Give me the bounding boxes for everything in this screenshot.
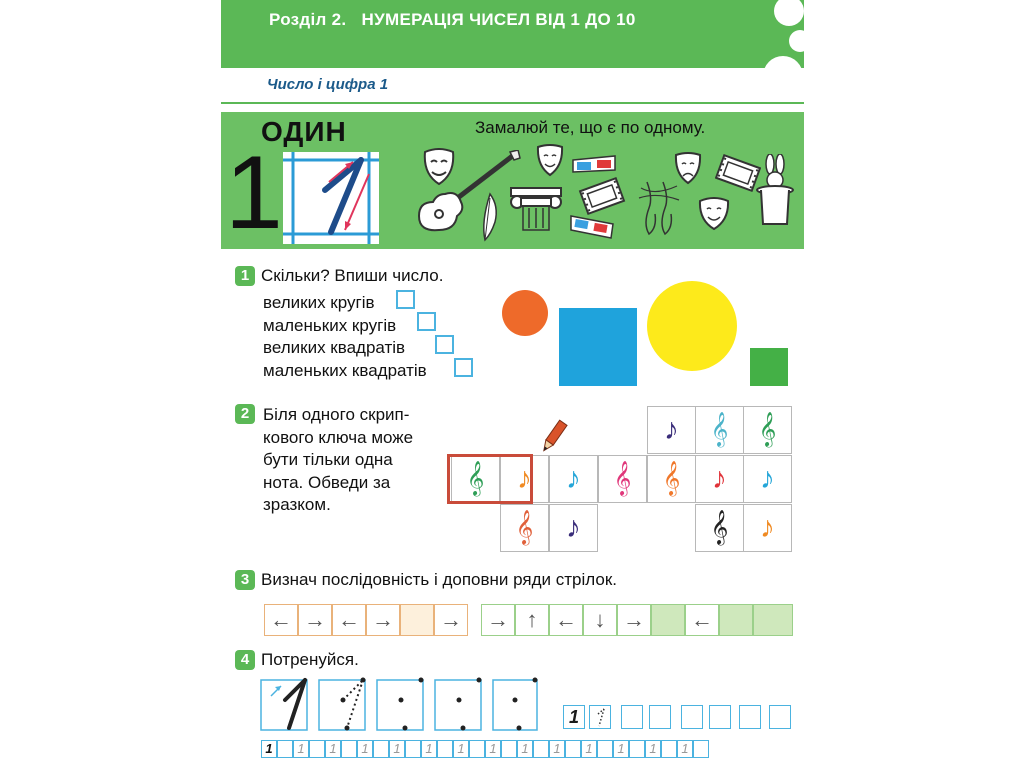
eighth-note-cell[interactable]: ♪ <box>647 406 696 454</box>
guitar-icon <box>415 150 521 234</box>
task-number-badge: 2 <box>235 404 255 424</box>
film-strip-icon <box>577 174 627 218</box>
subtitle-divider <box>221 102 804 104</box>
copybook-cell[interactable] <box>309 740 325 758</box>
copybook-cell[interactable] <box>629 740 645 758</box>
task1-line: маленьких квадратів <box>263 360 427 380</box>
header-bubble <box>774 0 804 26</box>
copybook-cell[interactable] <box>341 740 357 758</box>
task4-heading <box>235 650 359 670</box>
treble-clef-cell[interactable]: 𝄞 <box>598 455 647 503</box>
eighth-note-cell[interactable]: ♪ <box>695 455 744 503</box>
copybook-cell[interactable]: 1 <box>645 740 661 758</box>
arrow-cell: → <box>434 604 468 636</box>
writing-box[interactable] <box>649 705 671 729</box>
task3-title: Визнач послідовність і доповни ряди стрілок. <box>261 570 617 589</box>
copybook-cell[interactable] <box>469 740 485 758</box>
task2-line: Біля одного скрип- <box>263 405 410 424</box>
task-number-badge: 1 <box>235 266 255 286</box>
task1-heading <box>235 266 443 286</box>
column-capital-icon <box>509 186 563 232</box>
copybook-cell[interactable]: 1 <box>581 740 597 758</box>
ballet-shoes-icon <box>633 178 683 238</box>
treble-clef-cell[interactable]: 𝄞 <box>695 504 744 552</box>
task-number-badge: 4 <box>235 650 255 670</box>
dotted-one-icon <box>590 706 610 728</box>
task2-line: нота. Обведи за <box>263 472 391 492</box>
sample-outline <box>447 454 533 504</box>
arrow-cell: ← <box>264 604 298 636</box>
magic-hat-rabbit-icon <box>755 154 795 228</box>
band-instruction: Замалюй те, що є по одному. <box>475 118 706 137</box>
header-bubble <box>763 56 803 96</box>
task4-title: Потренуйся. <box>261 650 359 669</box>
arrow-cell: → <box>617 604 651 636</box>
writing-dotted-box[interactable] <box>589 705 611 729</box>
copybook-cell[interactable]: 1 <box>485 740 501 758</box>
copybook-cell[interactable] <box>373 740 389 758</box>
arrow-blank-cell[interactable] <box>400 604 434 636</box>
copybook-cell[interactable]: 1 <box>453 740 469 758</box>
arrow-cell: ← <box>549 604 583 636</box>
eighth-note-cell[interactable]: ♪ <box>549 455 598 503</box>
writing-box[interactable] <box>739 705 761 729</box>
treble-clef-cell[interactable]: 𝄞 <box>695 406 744 454</box>
writing-box[interactable] <box>709 705 731 729</box>
task2-line: зразком. <box>263 495 331 514</box>
arrow-cell: ← <box>685 604 719 636</box>
answer-box-small-circles[interactable] <box>417 312 436 331</box>
big-digit: 1 <box>225 135 283 251</box>
header-title <box>269 10 636 30</box>
workbook-page <box>221 0 804 768</box>
copybook-cell[interactable] <box>693 740 709 758</box>
copybook-cell[interactable] <box>533 740 549 758</box>
copybook-cell[interactable] <box>437 740 453 758</box>
copybook-cell[interactable] <box>661 740 677 758</box>
eighth-note-cell[interactable]: ♪ <box>743 504 792 552</box>
arrow-cell: → <box>366 604 400 636</box>
page-header <box>221 0 804 68</box>
3d-glasses-icon <box>571 154 617 176</box>
copybook-cell[interactable]: 1 <box>517 740 533 758</box>
task1-line: великих квадратів <box>263 338 406 357</box>
task2-text <box>263 404 435 517</box>
answer-box-big-circles[interactable] <box>396 290 415 309</box>
copybook-cell[interactable] <box>597 740 613 758</box>
task2-line: кового ключа може <box>263 427 414 447</box>
copybook-cell[interactable]: 1 <box>677 740 693 758</box>
copybook-cell[interactable] <box>405 740 421 758</box>
arrow-cell: ↑ <box>515 604 549 636</box>
task3-heading <box>235 570 617 590</box>
treble-clef-cell[interactable]: 𝄞 <box>451 455 500 503</box>
task1-shapes <box>497 278 797 390</box>
task2-line: бути тільки одна <box>263 450 393 469</box>
copybook-cell[interactable]: 1 <box>325 740 341 758</box>
arrow-blank-cell[interactable] <box>719 604 753 636</box>
copybook-cell[interactable] <box>565 740 581 758</box>
header-bubble <box>789 30 811 52</box>
copybook-cell[interactable]: 1 <box>357 740 373 758</box>
copybook-cell[interactable] <box>277 740 293 758</box>
treble-clef-cell[interactable]: 𝄞 <box>647 455 696 503</box>
section-label: Розділ 2. <box>269 10 347 29</box>
copybook-row <box>261 740 723 760</box>
treble-clef-cell[interactable]: 𝄞 <box>743 406 792 454</box>
eighth-note-cell[interactable]: ♪ <box>500 455 549 503</box>
writing-box[interactable] <box>769 705 791 729</box>
arrow-cell: ← <box>332 604 366 636</box>
arrow-blank-cell[interactable] <box>651 604 685 636</box>
task1-line: великих кругів <box>263 293 375 312</box>
copybook-cell[interactable]: 1 <box>613 740 629 758</box>
copybook-cell[interactable]: 1 <box>421 740 437 758</box>
copybook-cell[interactable]: 1 <box>293 740 309 758</box>
copybook-cell[interactable]: 1 <box>261 740 277 758</box>
digit-tracing-boxes <box>259 676 539 734</box>
arrow-blank-cell[interactable] <box>753 604 793 636</box>
chapter-title: НУМЕРАЦІЯ ЧИСЕЛ ВІД 1 ДО 10 <box>361 10 636 29</box>
lesson-subtitle: Число і цифра 1 <box>267 76 389 93</box>
mask-icon <box>697 196 731 232</box>
copybook-cell[interactable] <box>501 740 517 758</box>
digit-writing-grid <box>283 152 379 244</box>
3d-glasses-icon <box>569 214 615 242</box>
mask-icon <box>673 152 703 186</box>
copybook-cell[interactable]: 1 <box>549 740 565 758</box>
eighth-note-cell[interactable]: ♪ <box>743 455 792 503</box>
feather-icon <box>479 192 501 242</box>
copybook-cell[interactable]: 1 <box>389 740 405 758</box>
pencil-icon <box>539 418 569 456</box>
task2-heading <box>235 404 261 424</box>
answer-box-big-squares[interactable] <box>435 335 454 354</box>
arrow-cell: ↓ <box>583 604 617 636</box>
task1-title: Скільки? Впиши число. <box>261 266 444 285</box>
writing-box[interactable] <box>681 705 703 729</box>
treble-clef-cell[interactable]: 𝄞 <box>500 504 549 552</box>
eighth-note-cell[interactable]: ♪ <box>549 504 598 552</box>
mask-icon <box>535 144 565 178</box>
writing-sample-box: 1 <box>563 705 585 729</box>
task1-line: маленьких кругів <box>263 315 397 335</box>
number-word: ОДИН <box>261 116 347 147</box>
answer-box-small-squares[interactable] <box>454 358 473 377</box>
arrow-cell: → <box>298 604 332 636</box>
arrow-cell: → <box>481 604 515 636</box>
writing-box[interactable] <box>621 705 643 729</box>
task-number-badge: 3 <box>235 570 255 590</box>
